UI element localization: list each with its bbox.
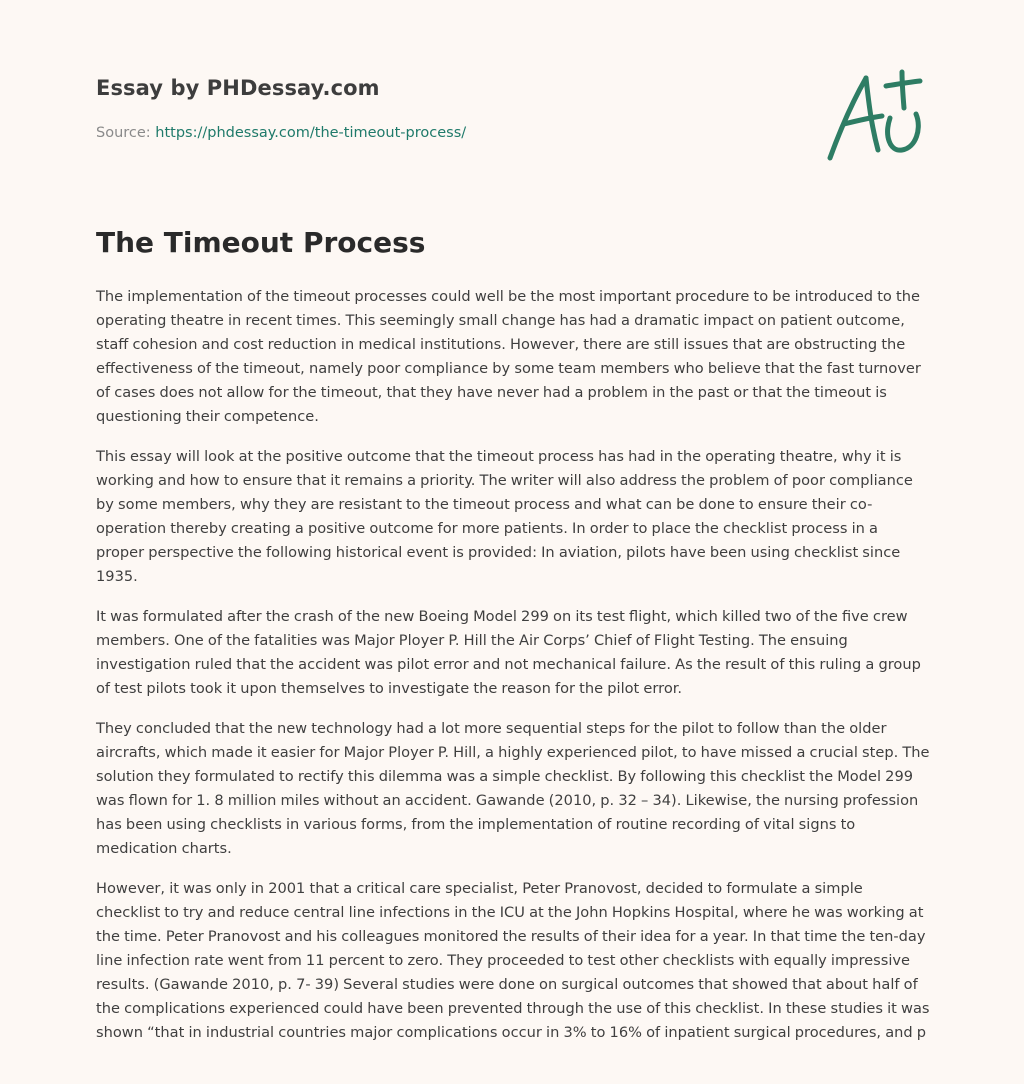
essay-title: The Timeout Process: [96, 226, 426, 259]
essay-paragraph: The implementation of the timeout processes could well be the most important procedure to be introduced to the operating theatre in recent times. This seemingly small change has had a dramatic impact on patient outcome, staff cohesion and cost reduction in medical institutions. However, there are still issues that are obstructing the effectiveness of the timeout, namely poor compliance by some team members who believe that the fast turnover of cases does not allow for the timeout, that they have never had a problem in the past or that the timeout is questioning their competence.: [96, 288, 921, 425]
source-line: [96, 125, 796, 141]
a-plus-grade-icon: [822, 66, 932, 166]
essay-paragraph: However, it was only in 2001 that a critical care specialist, Peter Pranovost, decided to formulate a simple checklist to try and reduce central line infections in the ICU at the John Hopkins Hospital, where he was working at the time. Peter Pranovost and his colleagues monitored the results of their idea for a year. In that time the ten-day line infection rate went from 11 percent to zero. They proceeded to test other checklists with equally impressive results. (Gawande 2010, p. 7- 39) Several studies were done on surgical outcomes that showed that about half of the complications experienced could have been prevented through the use of this checklist. In these studies it was shown “that in industrial countries major complications occur in 3% to 16% of inpatient surgical procedures, and p: [96, 880, 930, 1041]
essay-body: [96, 285, 930, 1061]
source-link[interactable]: https://phdessay.com/the-timeout-process/: [155, 125, 467, 141]
site-brand: Essay by PHDessay.com: [96, 76, 380, 100]
essay-paragraph: They concluded that the new technology had a lot more sequential steps for the pilot to follow than the older aircrafts, which made it easier for Major Ployer P. Hill, a highly experienced pilot, to have missed a crucial step. The solution they formulated to rectify this dilemma was a simple checklist. By following this checklist the Model 299 was flown for 1. 8 million miles without an accident. Gawande (2010, p. 32 – 34). Likewise, the nursing profession has been using checklists in various forms, from the implementation of routine recording of vital signs to medication charts.: [96, 720, 930, 857]
source-label: Source:: [96, 125, 156, 141]
essay-paragraph: It was formulated after the crash of the new Boeing Model 299 on its test flight, which killed two of the five crew members. One of the fatalities was Major Ployer P. Hill the Air Corps’ Chief of Flight Testing. The ensuing investigation ruled that the accident was pilot error and not mechanical failure. As the result of this ruling a group of test pilots took it upon themselves to investigate the reason for the pilot error.: [96, 608, 921, 697]
essay-header: [96, 76, 796, 141]
essay-paragraph: This essay will look at the positive outcome that the timeout process has had in the operating theatre, why it is working and how to ensure that it remains a priority. The writer will also address the problem of poor compliance by some members, why they are resistant to the timeout process and what can be done to ensure their co-operation thereby creating a positive outcome for more patients. In order to place the checklist process in a proper perspective the following historical event is provided: In aviation, pilots have been using checklist since 1935.: [96, 448, 913, 585]
